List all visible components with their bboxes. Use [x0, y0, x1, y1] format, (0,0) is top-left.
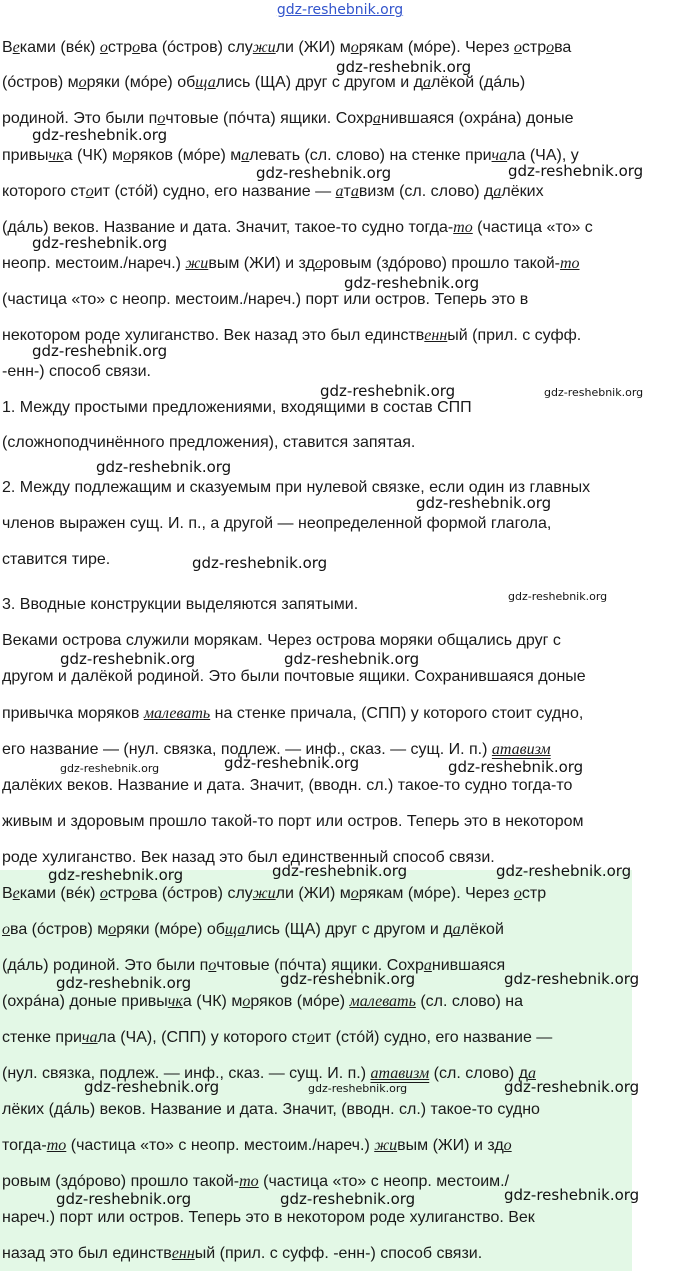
block2-line — [2, 848, 495, 868]
watermark-text: gdz-reshebnik.org — [192, 554, 328, 572]
text-run: ла (ЧА), (СПП) у которого ст — [97, 1029, 307, 1046]
text-run: (дáль) веков. Название и дата. Значит, такое-то судно тогда- — [2, 219, 454, 236]
block3-line — [2, 884, 546, 904]
underlined-orthogram: жи — [185, 255, 209, 272]
text-run: роде хулиганство. Век назад это был единственный способ связи. — [2, 849, 495, 866]
watermark-text: gdz-reshebnik.org — [504, 1078, 640, 1096]
underlined-orthogram: о — [306, 1029, 315, 1046]
text-run: 3. Вводные конструкции выделяются запятыми. — [2, 596, 359, 613]
underlined-orthogram: о — [2, 921, 10, 938]
text-run: чтовые (пóчта) ящики. Сохр — [216, 957, 424, 974]
text-run: ряки (мóре) об — [86, 74, 196, 91]
text-run: ит (стóй) судно, его название — — [314, 1029, 553, 1046]
underlined-orthogram: а — [527, 1065, 536, 1082]
watermark-text: gdz-reshebnik.org — [496, 862, 632, 880]
text-run: ый (прил. с суфф. -енн-) способ связи. — [194, 1245, 483, 1262]
text-run: ставится тире. — [2, 551, 111, 568]
text-run: ла (ЧА), у — [507, 147, 579, 164]
text-run: вым (ЖИ) и зд — [208, 255, 315, 272]
text-run: лись (ЩА) друг с другом и д — [215, 74, 423, 91]
watermark-text: gdz-reshebnik.org — [32, 342, 168, 360]
text-run: которого ст — [2, 183, 86, 200]
underlined-orthogram: о — [242, 993, 251, 1010]
underlined-orthogram: о — [99, 39, 108, 56]
text-run: визм (сл. слово) д — [358, 183, 494, 200]
text-run: ва (óстров) м — [10, 921, 109, 938]
underlined-orthogram: а — [241, 147, 250, 164]
watermark-text: gdz-reshebnik.org — [56, 1190, 192, 1208]
text-run: В — [2, 39, 13, 56]
text-run: (сложноподчинённого предложения), ставится запятая. — [2, 434, 416, 451]
watermark-text: gdz-reshebnik.org — [320, 382, 456, 400]
underlined-orthogram: е — [12, 885, 20, 902]
underlined-orthogram: а — [423, 957, 432, 974]
text-run: (охрáна) доные привы — [2, 993, 168, 1010]
rules-line — [2, 514, 551, 534]
block1-line — [2, 73, 525, 93]
block1-line — [2, 254, 580, 274]
watermark-text: gdz-reshebnik.org — [96, 458, 232, 476]
text-run: ый (прил. с суфф. — [447, 327, 582, 344]
watermark-text: gdz-reshebnik.org — [308, 1082, 408, 1095]
text-run: стр — [521, 39, 547, 56]
block2-line — [2, 667, 586, 687]
underlined-orthogram: а — [237, 921, 246, 938]
text-run: 1. Между простыми предложениями, входящими в состав СПП — [2, 399, 472, 416]
text-run: левать (сл. слово) на стенке при — [249, 147, 492, 164]
underlined-orthogram: е — [12, 39, 20, 56]
underlined-orthogram: то — [239, 1173, 259, 1190]
underlined-orthogram: а — [422, 74, 431, 91]
text-run: рякам (мóре). Через — [358, 39, 514, 56]
text-run: ит (стóй) судно, его название — — [93, 183, 336, 200]
underlined-orthogram: чк — [167, 993, 183, 1010]
watermark-text: gdz-reshebnik.org — [508, 590, 608, 603]
text-run: нареч.) порт или остров. Теперь это в некотором роде хулиганство. Век — [2, 1209, 535, 1226]
text-run: членов выражен сущ. И. п., а другой — неопределенной формой глагола, — [2, 515, 552, 532]
block3-line — [2, 1208, 535, 1228]
text-run: ровым (здóрово) прошло такой- — [322, 255, 560, 272]
predicate-double-underline: атавизм — [370, 1065, 430, 1082]
text-run: Веками острова служили морякам. Через острова моряки общались друг с — [2, 632, 561, 649]
underlined-orthogram: ща — [195, 74, 216, 91]
underlined-orthogram: ча — [81, 1029, 98, 1046]
watermark-text: gdz-reshebnik.org — [544, 386, 644, 399]
block2-line — [2, 812, 584, 832]
text-run: тогда- — [2, 1137, 47, 1154]
predicate-double-underline: атавизм — [491, 741, 551, 758]
watermark-text: gdz-reshebnik.org — [224, 754, 360, 772]
text-run: ряки (мóре) об — [116, 921, 225, 938]
text-run: стр — [107, 39, 133, 56]
text-run: ряков (мóре) м — [131, 147, 242, 164]
underlined-orthogram: о — [513, 885, 522, 902]
text-run: -енн-) способ связи. — [2, 363, 151, 380]
underlined-orthogram: то — [46, 1137, 67, 1154]
block2-line — [2, 776, 572, 796]
site-header-link[interactable]: gdz-reshebnik.org — [276, 2, 404, 18]
watermark-text: gdz-reshebnik.org — [508, 162, 644, 180]
rules-line — [2, 595, 358, 615]
watermark-text: gdz-reshebnik.org — [32, 234, 168, 252]
watermark-text: gdz-reshebnik.org — [56, 974, 192, 992]
text-run: 2. Между подлежащим и сказуемым при нулевой связке, если один из главных — [2, 479, 591, 496]
text-run: лёкой — [460, 921, 504, 938]
block1-line — [2, 362, 151, 382]
watermark-text: gdz-reshebnik.org — [416, 494, 552, 512]
text-run: живым и здоровым прошло такой-то порт или остров. Теперь это в некотором — [2, 813, 584, 830]
watermark-text: gdz-reshebnik.org — [344, 274, 480, 292]
watermark-text: gdz-reshebnik.org — [504, 1186, 640, 1204]
text-run: привы — [2, 147, 49, 164]
text-run: другом и далёкой родиной. Это были почтовые ящики. Сохранившаяся доные — [2, 668, 586, 685]
underlined-orthogram: о — [78, 74, 87, 91]
watermark-text: gdz-reshebnik.org — [504, 970, 640, 988]
underlined-orthogram: о — [513, 39, 522, 56]
text-run: (частица «то» с неопр. местоим./ — [258, 1173, 510, 1190]
underlined-orthogram: щ — [224, 921, 238, 938]
text-run: (дáль) родиной. Это были п — [2, 957, 209, 974]
text-run: ва — [554, 39, 572, 56]
text-run: некотором роде хулиганство. Век назад это был единств — [2, 327, 425, 344]
block2-line — [2, 704, 583, 724]
underlined-orthogram: о — [503, 1137, 512, 1154]
text-run: (óстров) м — [2, 74, 79, 91]
text-run: (частица «то» с — [472, 219, 593, 236]
text-run: на стенке причала, (СПП) у которого стоит судно, — [210, 705, 584, 722]
underlined-orthogram: малевать — [143, 705, 211, 722]
text-run: далёких веков. Название и дата. Значит, (вводн. сл.) такое-то судно тогда-то — [2, 777, 573, 794]
underlined-orthogram: жи — [252, 39, 276, 56]
underlined-orthogram: то — [559, 255, 580, 272]
rules-line — [2, 398, 472, 418]
underlined-orthogram: о — [108, 921, 117, 938]
block3-line — [2, 1100, 540, 1120]
text-run: нившаяся (охрáна) доные — [380, 110, 574, 127]
underlined-orthogram: то — [453, 219, 473, 236]
watermark-text: gdz-reshebnik.org — [336, 58, 472, 76]
text-run: т — [343, 183, 351, 200]
underlined-orthogram: о — [208, 957, 217, 974]
underlined-orthogram: о — [85, 183, 94, 200]
watermark-text: gdz-reshebnik.org — [280, 1190, 416, 1208]
text-run: назад это был единств — [2, 1245, 172, 1262]
text-run: (сл. слово) д — [429, 1065, 528, 1082]
underlined-orthogram: о — [132, 885, 141, 902]
underlined-orthogram: а — [335, 183, 344, 200]
text-run: чтовые (пóчта) ящики. Сохр — [165, 110, 373, 127]
underlined-orthogram: енн — [424, 327, 448, 344]
underlined-orthogram: а — [493, 183, 502, 200]
text-run: лись (ЩА) друг с другом и д — [245, 921, 453, 938]
underlined-orthogram: о — [132, 39, 141, 56]
text-run: привычка моряков — [2, 705, 144, 722]
text-run: ровым (здóрово) прошло такой- — [2, 1173, 240, 1190]
text-run: стр — [107, 885, 133, 902]
text-run: (частица «то» с неопр. местоим./нареч.) — [66, 1137, 375, 1154]
underlined-orthogram: чк — [48, 147, 64, 164]
watermark-text: gdz-reshebnik.org — [448, 758, 584, 776]
text-run: (нул. связка, подлеж. — инф., сказ. — сущ. И. п.) — [2, 1065, 371, 1082]
underlined-orthogram: о — [546, 39, 555, 56]
text-run: а (ЧК) м — [182, 993, 243, 1010]
block3-line — [2, 1172, 509, 1192]
underlined-orthogram: о — [314, 255, 323, 272]
text-run: ва (óстров) слу — [140, 885, 253, 902]
text-run: его название — (нул. связка, подлеж. — инф., сказ. — сущ. И. п.) — [2, 741, 492, 758]
text-run: неопр. местоим./нареч.) — [2, 255, 186, 272]
underlined-orthogram: а — [372, 110, 381, 127]
watermark-text: gdz-reshebnik.org — [256, 164, 392, 182]
underlined-orthogram: о — [157, 110, 166, 127]
block3-line — [2, 920, 504, 940]
block2-line — [2, 631, 561, 651]
watermark-text: gdz-reshebnik.org — [280, 970, 416, 988]
text-run: родиной. Это были п — [2, 110, 158, 127]
watermark-text: gdz-reshebnik.org — [84, 1078, 220, 1096]
text-run: стенке при — [2, 1029, 82, 1046]
rules-line — [2, 433, 415, 453]
text-run: (частица «то» с неопр. местоим./нареч.) порт или остров. Теперь это в — [2, 291, 529, 308]
underlined-orthogram: а — [350, 183, 359, 200]
block3-line — [2, 1064, 536, 1084]
block1-line — [2, 182, 544, 202]
block3-line — [2, 956, 505, 976]
text-run: ряков (мóре) — [250, 993, 350, 1010]
watermark-text: gdz-reshebnik.org — [60, 762, 160, 775]
underlined-orthogram: о — [350, 885, 359, 902]
underlined-orthogram: жи — [374, 1137, 398, 1154]
block1-line — [2, 38, 571, 58]
text-run: ками (вéк) — [19, 885, 100, 902]
underlined-orthogram: а — [452, 921, 461, 938]
underlined-orthogram: о — [99, 885, 108, 902]
block3-line — [2, 1028, 552, 1048]
rules-line — [2, 550, 110, 570]
block1-line — [2, 290, 528, 310]
text-run: В — [2, 885, 13, 902]
block3-line — [2, 1136, 512, 1156]
text-run: стр — [521, 885, 547, 902]
text-run: ли (ЖИ) м — [275, 39, 351, 56]
text-run: а (ЧК) м — [63, 147, 124, 164]
text-run: рякам (мóре). Через — [358, 885, 514, 902]
underlined-orthogram: жи — [252, 885, 276, 902]
text-run: лёких (дáль) веков. Название и дата. Значит, (вводн. сл.) такое-то судно — [2, 1101, 540, 1118]
text-run: нившаяся — [431, 957, 506, 974]
text-run: (сл. слово) на — [415, 993, 524, 1010]
underlined-orthogram: ча — [491, 147, 508, 164]
watermark-text: gdz-reshebnik.org — [284, 650, 420, 668]
text-run: лёких — [501, 183, 544, 200]
watermark-text: gdz-reshebnik.org — [32, 126, 168, 144]
underlined-orthogram: малевать — [349, 993, 416, 1010]
watermark-text: gdz-reshebnik.org — [48, 866, 184, 884]
text-run: лёкой (дáль) — [430, 74, 526, 91]
block3-line — [2, 1244, 482, 1264]
text-run: ва (óстров) слу — [140, 39, 253, 56]
underlined-orthogram: о — [350, 39, 359, 56]
block3-line — [2, 992, 523, 1012]
watermark-text: gdz-reshebnik.org — [60, 650, 196, 668]
block1-line — [2, 146, 579, 166]
underlined-orthogram: енн — [171, 1245, 195, 1262]
watermark-text: gdz-reshebnik.org — [272, 862, 408, 880]
underlined-orthogram: о — [123, 147, 132, 164]
text-run: вым (ЖИ) и зд — [397, 1137, 504, 1154]
text-run: ками (вéк) — [19, 39, 100, 56]
text-run: ли (ЖИ) м — [275, 885, 351, 902]
